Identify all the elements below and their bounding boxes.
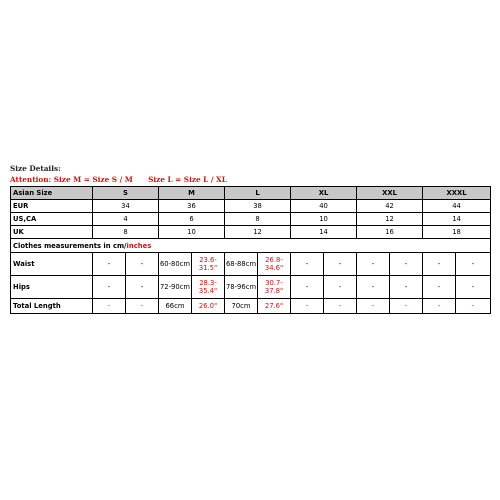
size-value: 34: [93, 200, 159, 213]
measure-inch: -: [324, 253, 357, 276]
row-label: Hips: [11, 276, 93, 299]
size-value: 6: [159, 213, 225, 226]
size-header: XXXL: [423, 187, 491, 200]
measure-cm: -: [357, 276, 390, 299]
measure-cm: -: [291, 276, 324, 299]
measure-inch: -: [390, 299, 423, 314]
size-row-uk: [11, 226, 491, 239]
size-details-section: [10, 163, 490, 314]
measure-inch: 27.6": [258, 299, 291, 314]
measure-inch: -: [324, 276, 357, 299]
row-label: Total Length: [11, 299, 93, 314]
row-label: US,CA: [11, 213, 93, 226]
measure-cm: -: [357, 299, 390, 314]
measure-cm: 78-96cm: [225, 276, 258, 299]
measure-cm: -: [93, 276, 126, 299]
attention-note: Attention: Size M = Size S / M Size L = Size L / XL: [10, 175, 227, 184]
row-label: UK: [11, 226, 93, 239]
size-header: XXL: [357, 187, 423, 200]
measure-inch: 28.3-35.4": [192, 276, 225, 299]
size-header: XL: [291, 187, 357, 200]
measure-cm: -: [93, 299, 126, 314]
size-value: 14: [423, 213, 491, 226]
row-label: Waist: [11, 253, 93, 276]
measure-inch: -: [456, 299, 491, 314]
measure-cm: -: [291, 299, 324, 314]
size-value: 38: [225, 200, 291, 213]
size-value: 10: [291, 213, 357, 226]
size-value: 12: [225, 226, 291, 239]
size-header-row: [11, 187, 491, 200]
measure-inch: -: [390, 276, 423, 299]
size-value: 44: [423, 200, 491, 213]
size-value: 12: [357, 213, 423, 226]
size-value: 40: [291, 200, 357, 213]
size-value: 42: [357, 200, 423, 213]
size-value: 10: [159, 226, 225, 239]
size-value: 8: [93, 226, 159, 239]
measure-inch: -: [324, 299, 357, 314]
measure-inch: 30.7-37.8": [258, 276, 291, 299]
measure-inch: -: [126, 299, 159, 314]
measure-cm: -: [423, 253, 456, 276]
size-value: 14: [291, 226, 357, 239]
size-header: L: [225, 187, 291, 200]
measure-inch: -: [126, 276, 159, 299]
measure-inch: 23.6-31.5": [192, 253, 225, 276]
size-header: M: [159, 187, 225, 200]
measure-cm: 66cm: [159, 299, 192, 314]
measure-cm: -: [93, 253, 126, 276]
measure-cm: -: [291, 253, 324, 276]
measure-cm: -: [423, 276, 456, 299]
measure-inch: 26.8-34.6": [258, 253, 291, 276]
size-value: 16: [357, 226, 423, 239]
section-title-inches: inches: [126, 241, 152, 250]
size-row-us-ca: [11, 213, 491, 226]
measure-inch: -: [456, 276, 491, 299]
section-title-cm: Clothes measurements in cm/: [13, 241, 127, 250]
row-label: EUR: [11, 200, 93, 213]
measure-cm: -: [357, 253, 390, 276]
measure-cm: 60-80cm: [159, 253, 192, 276]
size-value: 36: [159, 200, 225, 213]
size-details-title: Size Details:: [10, 164, 61, 173]
size-row-eur: [11, 200, 491, 213]
measure-inch: -: [456, 253, 491, 276]
measure-cm: 72-90cm: [159, 276, 192, 299]
measure-cm: 68-88cm: [225, 253, 258, 276]
size-value: 4: [93, 213, 159, 226]
measure-row-total-length: [11, 299, 491, 314]
size-value: 18: [423, 226, 491, 239]
measure-inch: -: [126, 253, 159, 276]
size-header: S: [93, 187, 159, 200]
corner-label: Asian Size: [11, 187, 93, 200]
measure-cm: -: [423, 299, 456, 314]
size-value: 8: [225, 213, 291, 226]
measure-inch: 26.0": [192, 299, 225, 314]
measurements-section-row: [11, 239, 491, 253]
size-chart-table: [10, 186, 491, 314]
measure-cm: 70cm: [225, 299, 258, 314]
measure-row-hips: [11, 276, 491, 299]
measure-inch: -: [390, 253, 423, 276]
measurements-section-title: [11, 239, 491, 253]
measure-row-waist: [11, 253, 491, 276]
